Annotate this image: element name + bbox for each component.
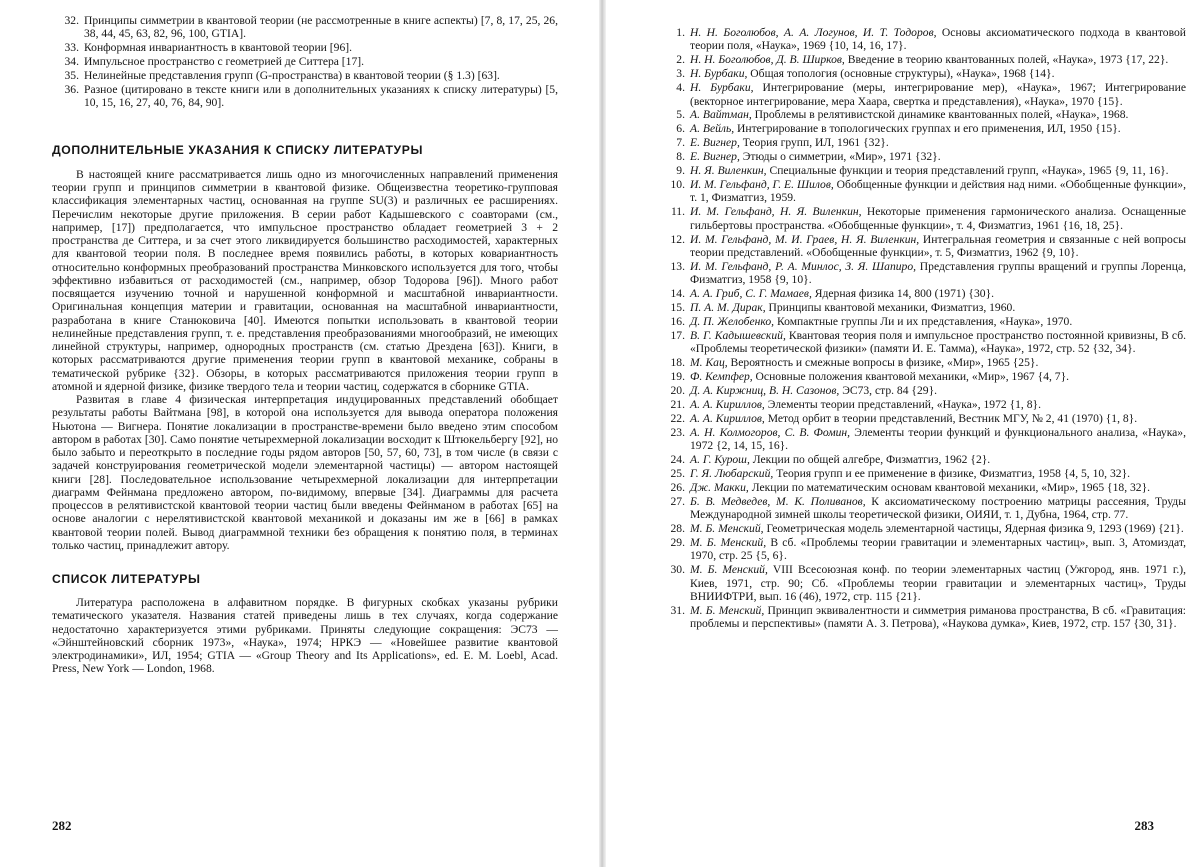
reference-text: Компактные группы Ли и их представления, «Наука», 1970. <box>774 315 1073 329</box>
reference-text: Вероятность и смежные вопросы в физике, «Мир», 1965 {25}. <box>727 356 1039 370</box>
reference-item <box>52 83 558 110</box>
reference-item <box>52 14 558 41</box>
additional-notes-heading: ДОПОЛНИТЕЛЬНЫЕ УКАЗАНИЯ К СПИСКУ ЛИТЕРАТУРЫ <box>52 142 423 157</box>
reference-item <box>658 260 1186 287</box>
reference-item <box>658 604 1186 631</box>
reference-authors: В. Г. Кадышевский, <box>690 328 786 342</box>
reference-authors: А. Вайтман, <box>690 108 752 122</box>
reference-authors: М. Б. Менский, <box>690 563 768 577</box>
reference-item <box>658 426 1186 453</box>
reference-text: К аксиоматическому построению матрицы рассеяния, Труды Международной зимней школы теоретической физики, ОИЯИ, т. 1, Дубна, 1964, стр. 77. <box>690 494 1186 522</box>
reference-number: 20. <box>670 384 685 398</box>
reference-text: Теория групп и ее применение в физике, Физматгиз, 1958 {4, 5, 10, 32}. <box>773 467 1131 480</box>
reference-item <box>658 164 1186 177</box>
reference-number: 7. <box>676 136 685 150</box>
reference-text: Лекции по математическим основам квантовой механики, «Мир», 1965 {18, 32}. <box>748 480 1151 494</box>
page-number-right: 283 <box>1134 818 1154 833</box>
reference-item <box>658 563 1186 603</box>
reference-number: 21. <box>670 397 685 411</box>
reference-number: 17. <box>670 328 685 342</box>
reference-authors: М. Б. Менский, <box>690 536 767 550</box>
reference-text: Разное (цитировано в тексте книги или в дополнительных указаниях к списку литературы) [5, 10, 15, 16, 27, 40, 76, 84, 90]. <box>84 83 558 110</box>
page-number-left: 282 <box>52 818 72 833</box>
reference-text: Основные положения квантовой механики, «Мир», 1967 {4, 7}. <box>752 370 1070 384</box>
reference-authors: А. Г. Курош, <box>690 453 750 467</box>
reference-authors: И. М. Гельфанд, Г. Е. Шилов, <box>690 177 834 191</box>
reference-number: 15. <box>670 301 685 315</box>
reference-number: 25. <box>670 467 685 480</box>
reference-item <box>658 122 1186 135</box>
reference-item <box>658 329 1186 356</box>
reference-item <box>658 150 1186 163</box>
reference-text: Представления группы вращений и группы Лоренца, Физматгиз, 1958 {9, 10}. <box>690 259 1187 287</box>
reference-text: Обобщенные функции и действия над ними. «Обобщенные функции», т. 1, Физматгиз, 1959. <box>690 177 1186 205</box>
reference-text: Введение в теорию квантованных полей, «Наука», 1973 {17, 22}. <box>844 53 1169 67</box>
reference-item <box>658 467 1186 480</box>
reference-number: 12. <box>670 232 685 246</box>
reference-item <box>658 108 1186 121</box>
reference-item <box>52 69 558 82</box>
reference-authors: Дж. Макки, <box>690 480 749 494</box>
reference-authors: А. А. Гриб, С. Г. Мамаев, <box>690 287 812 301</box>
reference-text: Принцип эквивалентности и симметрия риманова пространства, В сб. «Гравитация: проблемы и перспективы» (памяти А. З. Петрова), «Наукова думка», Киев, 1972, стр. 157 {30, 31}. <box>690 604 1186 631</box>
reference-item <box>658 412 1186 425</box>
reference-number: 4. <box>676 81 685 95</box>
left-page-column <box>52 14 558 676</box>
reference-item <box>658 495 1186 522</box>
reference-item <box>658 356 1186 369</box>
reference-number: 3. <box>676 67 685 81</box>
right-page <box>606 0 1200 867</box>
reference-number: 30. <box>670 563 685 577</box>
reference-text: Специальные функции и теория представлений групп, «Наука», 1965 {9, 11, 16}. <box>766 164 1169 178</box>
reference-text: Основы аксиоматического подхода в квантовой теории поля, «Наука», 1969 {10, 14, 16, 17}. <box>690 26 1186 53</box>
reference-item <box>658 136 1186 149</box>
reference-text: Импульсное пространство с геометрией де Ситтера [17]. <box>84 55 365 69</box>
reference-number: 14. <box>670 287 685 301</box>
reference-authors: И. М. Гельфанд, Н. Я. Виленкин, <box>690 205 862 219</box>
reference-number: 24. <box>670 453 685 467</box>
reference-item <box>658 301 1186 314</box>
reference-text: Лекции по общей алгебре, Физматгиз, 1962 {2}. <box>749 453 991 467</box>
reference-number: 10. <box>670 177 685 191</box>
reference-number: 35. <box>64 69 79 83</box>
reference-text: Интегральная геометрия и связанные с ней вопросы теории представлений. «Обобщенные функции», т. 5, Физматгиз, 1962 {9, 10}. <box>690 232 1186 259</box>
reference-item <box>658 67 1186 80</box>
reference-number: 2. <box>676 53 685 67</box>
reference-authors: П. А. М. Дирак, <box>690 301 766 315</box>
reference-text: Теория групп, ИЛ, 1961 {32}. <box>739 136 889 150</box>
reference-item <box>658 481 1186 494</box>
reference-text: Квантовая теория поля и импульсное пространство постоянной кривизны, В сб. «Проблемы теоретической физики» (памяти И. Е. Тамма), «Наука», 1972, стр. 52 {32, 34}. <box>690 328 1187 356</box>
reference-number: 36. <box>64 83 79 97</box>
reference-text: Конформная инвариантность в квантовой теории [96]. <box>84 41 352 55</box>
reference-item <box>52 55 558 68</box>
reference-authors: М. Б. Менский, <box>690 522 764 536</box>
reference-text: Принципы симметрии в квантовой теории (не рассмотренные в книге аспекты) [7, 8, 17, 25, 26, 38, 44, 45, 63, 82, 96, 100, GTIA]. <box>84 14 558 41</box>
reference-number: 32. <box>64 14 79 27</box>
thematic-index-list <box>52 14 558 110</box>
reference-item <box>658 205 1186 232</box>
reference-item <box>658 287 1186 300</box>
reference-text: Некоторые применения гармонического анализа. Оснащенные гильбертовы пространства. «Обобщенные функции», т. 4, Физматгиз, 1961 {16, 18, 25}. <box>690 205 1186 232</box>
reference-number: 11. <box>670 205 685 219</box>
reference-text: В сб. «Проблемы теории гравитации и элементарных частиц», вып. 3, Атомиздат, 1970, стр. 25 {5, 6}. <box>690 536 1186 563</box>
reference-number: 26. <box>670 480 685 494</box>
reference-item <box>658 522 1186 535</box>
reference-item <box>52 41 558 54</box>
reference-authors: Е. Вигнер, <box>690 150 740 164</box>
reference-number: 8. <box>676 150 685 164</box>
reference-authors: И. М. Гельфанд, Р. А. Минлос, З. Я. Шапиро, <box>690 259 917 273</box>
reference-number: 1. <box>676 26 685 39</box>
reference-authors: Н. Бурбаки, <box>690 67 748 81</box>
bibliography-list <box>658 26 1186 631</box>
reference-number: 16. <box>670 315 685 329</box>
reference-number: 33. <box>64 41 79 55</box>
reference-text: Принципы квантовой механики, Физматгиз, 1960. <box>765 301 1016 315</box>
reference-number: 5. <box>676 108 685 122</box>
reference-text: Геометрическая модель элементарной частицы, Ядерная физика 9, 1293 (1969) {21}. <box>763 522 1184 536</box>
reference-item <box>658 384 1186 397</box>
reference-number: 23. <box>670 425 685 439</box>
reference-item <box>658 233 1186 260</box>
reference-text: Интегрирование в топологических группах и его применения, ИЛ, 1950 {15}. <box>734 122 1121 136</box>
reference-item <box>658 453 1186 466</box>
reference-number: 18. <box>670 356 685 370</box>
reference-number: 9. <box>676 164 685 178</box>
reference-text: VIII Всесоюзная конф. по теории элементарных частиц (Ужгород, янв. 1971 г.), Киев, 1971, стр. 90; Сб. «Проблемы теории гравитации и элементарных частиц», Труды ВНИИФТРИ, вып. 16 (46), 1972, стр. 115 {21}. <box>690 563 1186 604</box>
reference-text: Интегрирование (меры, интегрирование мер), «Наука», 1967; Интегрирование (векторное интегрирование, мера Хаара, свертка и представления), «Наука», 1970 {15}. <box>690 81 1186 108</box>
reference-authors: Б. В. Медведев, М. К. Поливанов, <box>690 494 866 508</box>
reference-item <box>658 370 1186 383</box>
reference-text: ЭС73, стр. 84 {29}. <box>839 384 938 398</box>
reference-authors: Н. Н. Боголюбов, А. А. Логунов, И. Т. Тодоров, <box>690 26 937 39</box>
reference-text: Элементы теории представлений, «Наука», 1972 {1, 8}. <box>764 397 1041 411</box>
reference-authors: Н. Я. Виленкин, <box>690 164 767 178</box>
reference-text: Этюды о симметрии, «Мир», 1971 {32}. <box>739 150 941 164</box>
reference-item <box>658 81 1186 108</box>
reference-authors: Д. П. Желобенко, <box>690 315 775 329</box>
reference-authors: Ф. Кемпфер, <box>690 370 753 384</box>
reference-number: 6. <box>676 122 685 136</box>
reference-authors: А. Н. Колмогоров, С. В. Фомин, <box>690 425 851 439</box>
reference-number: 29. <box>670 536 685 550</box>
reference-item <box>658 398 1186 411</box>
reference-item <box>658 536 1186 563</box>
reference-number: 19. <box>670 370 685 384</box>
reference-number: 34. <box>64 55 79 69</box>
reference-item <box>658 53 1186 66</box>
reference-authors: А. А. Кириллов, <box>690 397 765 411</box>
reference-authors: А. А. Кириллов, <box>690 411 765 425</box>
reference-text: Элементы теории функций и функционального анализа, «Наука», 1972 {2, 14, 15, 16}. <box>690 425 1186 453</box>
reference-authors: Н. Бурбаки, <box>690 81 754 95</box>
reference-authors: Н. Н. Боголюбов, Д. В. Ширков, <box>690 53 845 67</box>
reference-text: Общая топология (основные структуры), «Наука», 1968 {14}. <box>747 67 1055 81</box>
reference-number: 13. <box>670 259 685 273</box>
reference-number: 27. <box>670 494 685 508</box>
reference-item <box>658 178 1186 205</box>
reference-number: 31. <box>670 604 685 618</box>
reference-authors: А. Вейль, <box>690 122 735 136</box>
right-page-column <box>658 26 1186 631</box>
reference-text: Проблемы в релятивистской динамике квантованных полей, «Наука», 1968. <box>751 108 1129 122</box>
reference-authors: Д. А. Киржниц, В. Н. Сазонов, <box>690 384 840 398</box>
reference-text: Нелинейные представления групп (G-пространства) в квантовой теории (§ 1.3) [63]. <box>84 69 500 83</box>
bibliography-intro-paragraph: Литература расположена в алфавитном порядке. В фигурных скобках указаны рубрики тематического указателя. Названия статей приведены лишь в тех случаях, когда содержание недостаточно характеризуется этими рубриками. Приняты следующие сокращения: ЭС73 — «Эйнштейновский сборник 1973», «Наука», 1974; НРКЭ — «Новейшее развитие квантовой электродинамики», ИЛ, 1954; GTIA — «Group Theory and Its Applications», ed. E. M. Loebl, Acad. Press, New York — London, 1968. <box>52 596 558 676</box>
reference-authors: Г. Я. Любарский, <box>690 467 774 480</box>
reference-number: 28. <box>670 522 685 536</box>
additional-notes-paragraph-2: Развитая в главе 4 физическая интерпретация индуцированных представлений обобщает результаты работы Вайтмана [98], в которой она используется для вывода оператора положения Ньютона — Вигнера. Понятие локализации в пространстве-времени было введено этим способом автором в работах [30]. Само понятие четырехмерной локализации восходит к Штюкельбергу [92], но было забыто и переоткрыто в последние годы рядом авторов [50, 57, 60, 73], в том числе (в связи с задачей конструирования геометрической модели элементарной частицы) — автором настоящей книги [28]. Последовательное использование четырехмерной локализации для интерпретации диаграмм Фейнмана предложено автором, по-видимому, впервые [34]. Диаграммы для расчета процессов в релятивистской квантовой теории частиц были введены Фейнманом в работах [65] на основе аналогии с нерелятивистской квантовой механикой и доказаны им же в [66] в рамках квантовой теории полей. Вывод диаграммной техники без обращения к понятию поля, в терминах только частиц, принадлежит автору. <box>52 393 558 552</box>
additional-notes-paragraph-1: В настоящей книге рассматривается лишь одно из многочисленных направлений применения теории групп и принципов симметрии в квантовой физике. Общеизвестна теоретико-групповая классификация элементарных частиц, основанная на группе SU(3) и различных ее расширениях. Перечислим некоторые другие приложения. В серии работ Кадышевского с соавторами (см., например, [17]) предполагается, что импульсное пространство обладает геометрией 3 + 2 пространства де Ситтера, и за счет этого ликвидируется большинство расходимостей, характерных для квантовой теории поля. В последнее время появились работы, в которых ковариантность относительно конформных преобразований пространства Минковского используется для того, чтобы эффективно избавиться от расходимостей (см., например, обзор Тодорова [96]). Много работ посвящается изучению точной и нарушенной конформной и масштабной инвариантности. Оригинальная концепция материи и гравитации, основанная на масштабной инвариантности, разработана в книге Станюковича [40]. Имеются попытки использовать в квантовой теории нелинейные представления групп, т. е. представления преобразованиями многообразий, не имеющих линейной структуры, например, однородных пространств (см. статью Дрездена [63]). Книги, в которых рассматриваются другие применения теории групп в квантовой механике, собраны в тематической рубрике {32}. Обзоры, в которых рассматриваются приложения теории групп в атомной и ядерной физике, физике твердого тела и теории частиц, содержатся в сборнике GTIA. <box>52 167 558 393</box>
reference-text: Ядерная физика 14, 800 (1971) {30}. <box>811 287 995 301</box>
reference-text: Метод орбит в теории представлений, Вестник МГУ, № 2, 41 (1970) {1, 8}. <box>764 411 1138 425</box>
reference-authors: Е. Вигнер, <box>690 136 740 150</box>
reference-authors: М. Кац, <box>690 356 728 370</box>
bibliography-heading: СПИСОК ЛИТЕРАТУРЫ <box>52 572 201 587</box>
reference-item <box>658 315 1186 328</box>
book-gutter <box>599 0 606 867</box>
reference-authors: М. Б. Менский, <box>690 604 765 618</box>
reference-authors: И. М. Гельфанд, М. И. Граев, Н. Я. Виленкин, <box>690 232 920 246</box>
reference-number: 22. <box>670 411 685 425</box>
reference-item <box>658 26 1186 53</box>
